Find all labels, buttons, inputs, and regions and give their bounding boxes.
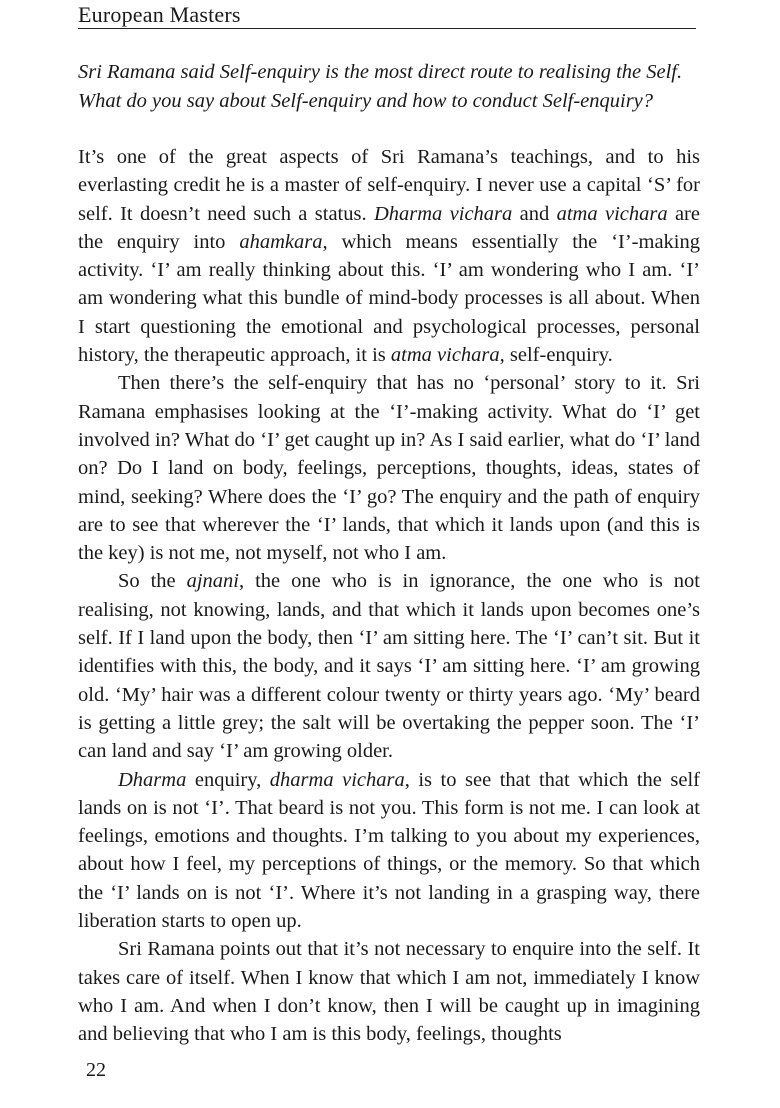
header-rule bbox=[78, 28, 696, 29]
italic-term: Dharma bbox=[118, 768, 187, 791]
text-run: It’s one of the great aspects of Sri Ramana’s teachings, and to his everlasting credit he is a master of self-enquiry. I never use a capital ‘S’ for self. It doesn’t need such a status. bbox=[78, 146, 700, 225]
page-number: 22 bbox=[86, 1059, 106, 1081]
text-run: So the bbox=[118, 570, 187, 593]
text-run: enquiry, bbox=[186, 768, 270, 791]
text-run: are the enquiry into bbox=[78, 202, 700, 253]
text-run: , which means essentially the ‘I’-making activity. ‘I’ am really thinking about this. ‘I’ am wondering who I am. ‘I’ am wondering what this bundle of mind-body processes is all about. When I start questioning the emotional and psychological processes, personal history, the therapeutic approach, it is bbox=[78, 230, 700, 367]
text-run: , is to see that that which the self lands on is not ‘I’. That beard is not you. This form is not me. I can look at feelings, emotions and thoughts. I’m talking to you about my experiences, about how I feel, my perceptions of things, or the memory. So that which the ‘I’ lands on is not ‘I’. Where it’s not landing in a grasping way, there liberation starts to open up. bbox=[78, 768, 700, 933]
italic-term: Dharma vichara bbox=[373, 202, 513, 225]
text-run: , self-enquiry. bbox=[499, 344, 613, 367]
italic-term: dharma vichara bbox=[269, 768, 405, 791]
italic-term: atma vichara bbox=[390, 344, 500, 367]
paragraph-1 bbox=[78, 143, 700, 369]
running-head: European Masters bbox=[78, 2, 241, 27]
body-text bbox=[78, 143, 700, 1049]
paragraph-5: Sri Ramana points out that it’s not necessary to enquire into the self. It takes care of itself. When I know that which I am not, immediately I know who I am. And when I don’t know, then I will be caught up in imagining and believing that who I am is this body, feelings, thoughts bbox=[78, 938, 700, 1046]
question-line-1: Sri Ramana said Self-enquiry is the most direct route to realising the Self. bbox=[78, 61, 683, 83]
paragraph-3 bbox=[78, 567, 700, 765]
interview-question bbox=[78, 58, 700, 115]
paragraph-4 bbox=[78, 766, 700, 936]
paragraph-2: Then there’s the self-enquiry that has no ‘personal’ story to it. Sri Ramana emphasises looking at the ‘I’-making activity. What do ‘I’ get involved in? What do ‘I’ get caught up in? As I said earlier, what do ‘I’ land on? Do I land on body, feelings, perceptions, thoughts, ideas, states of mind, seeking? Where does the ‘I’ go? The enquiry and the path of enquiry are to see that wherever the ‘I’ lands, that which it lands upon (and this is the key) is not me, not myself, not who I am. bbox=[78, 372, 700, 565]
text-run: , the one who is in ignorance, the one who is not realising, not knowing, lands, and that which it lands upon becomes one’s self. If I land upon the body, then ‘I’ am sitting here. The ‘I’ can’t sit. But it identifies with this, the body, and it says ‘I’ am sitting here. ‘I’ am growing old. ‘My’ hair was a different colour twenty or thirty years ago. ‘My’ beard is getting a little grey; the salt will be overtaking the pepper soon. The ‘I’ can land and say ‘I’ am growing older. bbox=[78, 570, 700, 763]
text-run: and bbox=[512, 202, 557, 225]
italic-term: ahamkara bbox=[239, 230, 323, 253]
italic-term: ajnani bbox=[186, 570, 240, 593]
italic-term: atma vichara bbox=[556, 202, 668, 225]
question-line-2: What do you say about Self-enquiry and how to conduct Self-enquiry? bbox=[78, 89, 654, 112]
